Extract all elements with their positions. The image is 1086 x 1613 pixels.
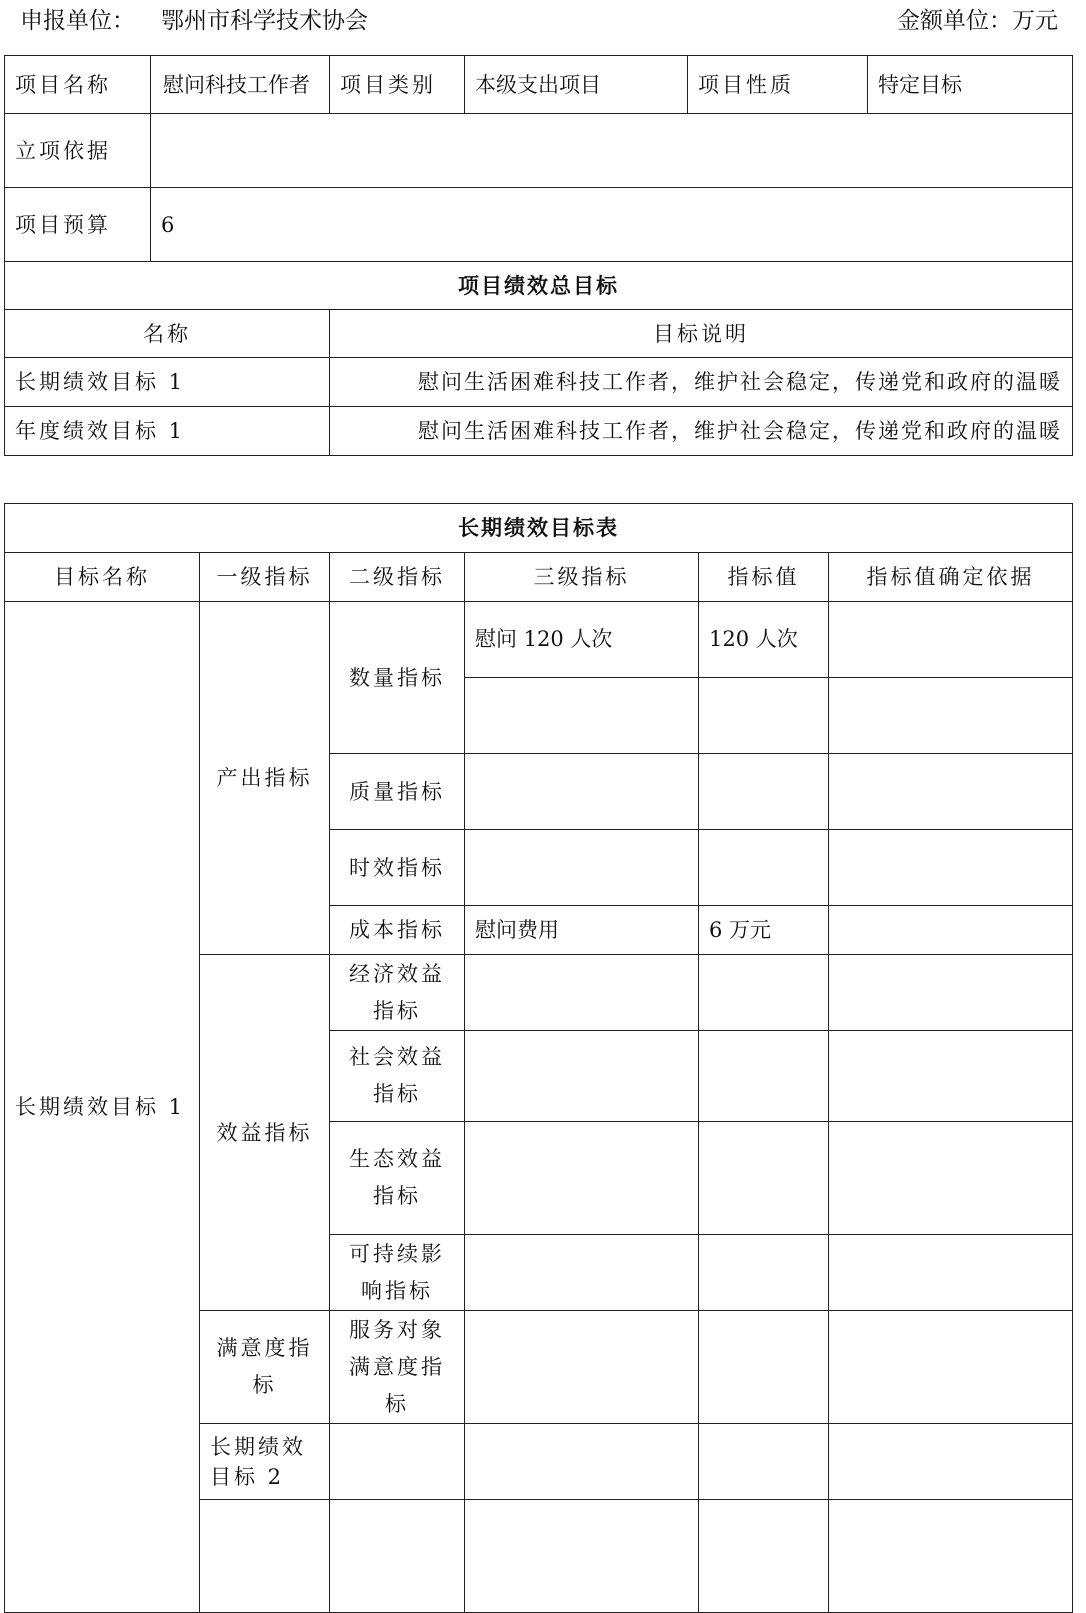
empty-cell [465, 1122, 699, 1235]
project-budget-label: 项目预算 [5, 188, 151, 262]
empty-cell [699, 754, 829, 830]
empty-cell [465, 1031, 699, 1122]
empty-cell [465, 1424, 699, 1500]
empty-cell [699, 678, 829, 754]
empty-cell [465, 830, 699, 906]
table-row [5, 114, 1073, 188]
col-level3: 三级指标 [465, 553, 699, 602]
project-basis-value [151, 114, 1073, 188]
table-row [5, 56, 1073, 114]
table-row [5, 504, 1073, 553]
table-row [5, 188, 1073, 262]
empty-cell [829, 678, 1073, 754]
project-category-label: 项目类别 [330, 56, 465, 114]
empty-cell [465, 1235, 699, 1311]
level2-ecological: 生态效益指标 [330, 1122, 465, 1235]
overall-col-desc: 目标说明 [330, 310, 1073, 358]
empty-cell [829, 830, 1073, 906]
level1-output: 产出指标 [200, 602, 330, 955]
project-name-value: 慰问科技工作者 [151, 56, 330, 114]
table-row [5, 407, 1073, 456]
empty-cell [699, 955, 829, 1031]
level2-social: 社会效益指标 [330, 1031, 465, 1122]
table-row [5, 602, 1073, 678]
empty-cell [465, 1311, 699, 1424]
overall-row-desc: 慰问生活困难科技工作者，维护社会稳定，传递党和政府的温暖 [330, 358, 1073, 407]
overall-col-name: 名称 [5, 310, 330, 358]
quantity-value: 120 人次 [699, 602, 829, 678]
report-unit-label: 申报单位： [20, 8, 135, 34]
long-term-title: 长期绩效目标表 [5, 504, 1073, 553]
col-level1: 一级指标 [200, 553, 330, 602]
quantity-basis [829, 602, 1073, 678]
cost-level3: 慰问费用 [465, 906, 699, 955]
quantity-level3: 慰问 120 人次 [465, 602, 699, 678]
empty-cell [699, 1311, 829, 1424]
project-category-value: 本级支出项目 [465, 56, 688, 114]
level2-service-satisfaction: 服务对象满意度指标 [330, 1311, 465, 1424]
project-name-label: 项目名称 [5, 56, 151, 114]
empty-cell [829, 1424, 1073, 1500]
project-info-table [4, 55, 1073, 456]
empty-cell [829, 1235, 1073, 1311]
cost-value: 6 万元 [699, 906, 829, 955]
col-level2: 二级指标 [330, 553, 465, 602]
empty-cell [330, 1424, 465, 1500]
col-value: 指标值 [699, 553, 829, 602]
overall-goal-title: 项目绩效总目标 [5, 262, 1073, 310]
table-row [5, 553, 1073, 602]
table-row [5, 358, 1073, 407]
overall-row-name: 长期绩效目标 1 [5, 358, 330, 407]
overall-row-name: 年度绩效目标 1 [5, 407, 330, 456]
empty-cell [330, 1500, 465, 1613]
empty-cell [829, 955, 1073, 1031]
empty-cell [465, 678, 699, 754]
report-unit-line [20, 6, 368, 36]
level1-benefit: 效益指标 [200, 955, 330, 1311]
empty-cell [829, 1031, 1073, 1122]
empty-cell [699, 1235, 829, 1311]
empty-cell [829, 1311, 1073, 1424]
empty-cell [829, 1500, 1073, 1613]
overall-row-desc: 慰问生活困难科技工作者，维护社会稳定，传递党和政府的温暖 [330, 407, 1073, 456]
long-term-goal-table [4, 503, 1073, 1613]
amount-unit: 金额单位：万元 [897, 8, 1058, 34]
table-row [5, 262, 1073, 310]
empty-cell [465, 754, 699, 830]
goal2-name: 长期绩效目标 2 [200, 1424, 330, 1500]
empty-cell [699, 1500, 829, 1613]
table-row [5, 310, 1073, 358]
project-nature-label: 项目性质 [688, 56, 868, 114]
col-goal-name: 目标名称 [5, 553, 200, 602]
project-basis-label: 立项依据 [5, 114, 151, 188]
empty-cell [699, 1122, 829, 1235]
cost-basis [829, 906, 1073, 955]
level2-timeliness: 时效指标 [330, 830, 465, 906]
level2-cost: 成本指标 [330, 906, 465, 955]
project-budget-value: 6 [151, 188, 1073, 262]
level2-quantity: 数量指标 [330, 602, 465, 754]
goal1-name: 长期绩效目标 1 [5, 602, 200, 1613]
empty-cell [465, 955, 699, 1031]
level1-satisfaction: 满意度指标 [200, 1311, 330, 1424]
empty-cell [829, 1122, 1073, 1235]
empty-cell [200, 1500, 330, 1613]
empty-cell [699, 830, 829, 906]
level2-sustainable: 可持续影响指标 [330, 1235, 465, 1311]
empty-cell [829, 754, 1073, 830]
empty-cell [699, 1424, 829, 1500]
project-nature-value: 特定目标 [868, 56, 1073, 114]
empty-cell [699, 1031, 829, 1122]
col-basis: 指标值确定依据 [829, 553, 1073, 602]
level2-quality: 质量指标 [330, 754, 465, 830]
empty-cell [465, 1500, 699, 1613]
report-unit-value: 鄂州市科学技术协会 [161, 8, 368, 34]
level2-economic: 经济效益指标 [330, 955, 465, 1031]
